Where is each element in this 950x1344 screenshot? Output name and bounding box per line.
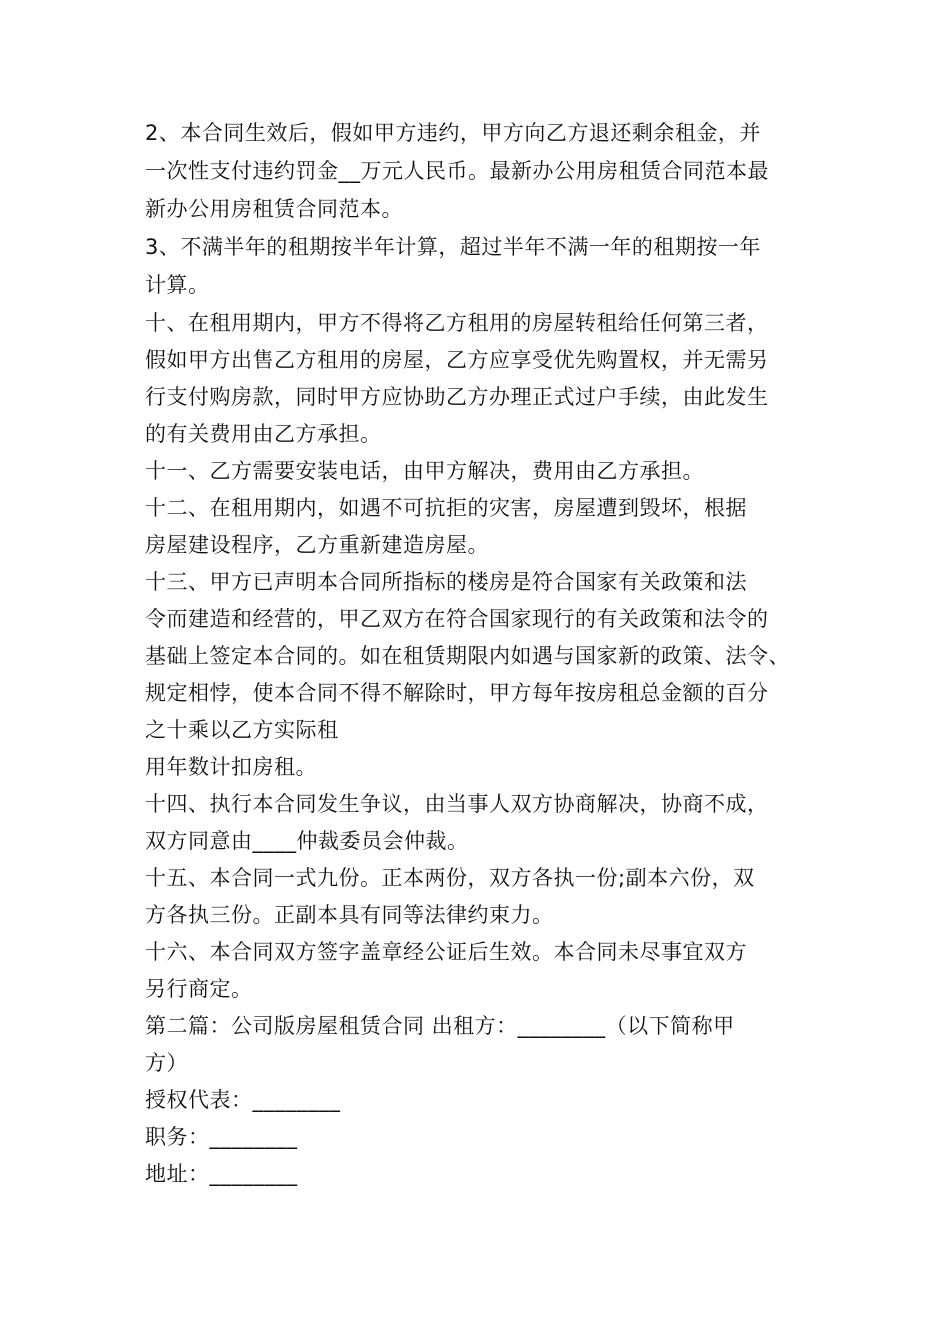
section-heading-line: 第二篇：公司版房屋租赁合同 出租方：________（以下简称甲	[145, 1014, 735, 1038]
text-line: 3、不满半年的租期按半年计算，超过半年不满一年的租期按一年	[145, 235, 761, 259]
text-line: 十四、执行本合同发生争议，由当事人双方协商解决，协商不成，	[145, 792, 769, 816]
text-line: 的有关费用由乙方承担。	[145, 422, 382, 446]
text-line: 十五、本合同一式九份。正本两份，双方各执一份;副本六份，双	[145, 866, 755, 890]
text-line: 基础上签定本合同的。如在租赁期限内如遇与国家新的政策、法令、	[145, 644, 790, 668]
text-line: 房屋建设程序，乙方重新建造房屋。	[145, 533, 489, 557]
authorized-representative-field: 授权代表：________	[145, 1088, 341, 1112]
text-line: 十三、甲方已声明本合同所指标的楼房是符合国家有关政策和法	[145, 570, 747, 594]
text-line: 一次性支付违约罚金__万元人民币。最新办公用房租赁合同范本最	[145, 159, 769, 183]
text-line: 计算。	[145, 273, 210, 297]
text-line: 规定相悖，使本合同不得不解除时，甲方每年按房租总金额的百分	[145, 681, 769, 705]
text-line: 十一、乙方需要安装电话，由甲方解决，费用由乙方承担。	[145, 459, 704, 483]
address-field: 地址：________	[145, 1162, 298, 1186]
text-line: 十六、本合同双方签字盖章经公证后生效。本合同未尽事宜双方	[145, 940, 747, 964]
text-line: 用年数计扣房租。	[145, 755, 317, 779]
text-line: 方）	[145, 1051, 188, 1075]
text-line: 之十乘以乙方实际租	[145, 718, 339, 742]
text-line: 令而建造和经营的，甲乙双方在符合国家现行的有关政策和法令的	[145, 607, 769, 631]
text-line: 另行商定。	[145, 977, 253, 1001]
position-field: 职务：________	[145, 1125, 298, 1149]
text-line: 行支付购房款，同时甲方应协助乙方办理正式过户手续，由此发生	[145, 385, 769, 409]
text-line: 方各执三份。正副本具有同等法律约束力。	[145, 903, 554, 927]
text-line: 十二、在租用期内，如遇不可抗拒的灾害，房屋遭到毁坏，根据	[145, 496, 747, 520]
text-line: 十、在租用期内，甲方不得将乙方租用的房屋转租给任何第三者，	[145, 311, 769, 335]
text-line: 假如甲方出售乙方租用的房屋，乙方应享受优先购置权，并无需另	[145, 348, 769, 372]
text-line: 2、本合同生效后，假如甲方违约，甲方向乙方退还剩余租金，并	[145, 121, 761, 145]
text-line: 双方同意由____仲裁委员会仲裁。	[145, 829, 469, 853]
text-line: 新办公用房租赁合同范本。	[145, 197, 403, 221]
